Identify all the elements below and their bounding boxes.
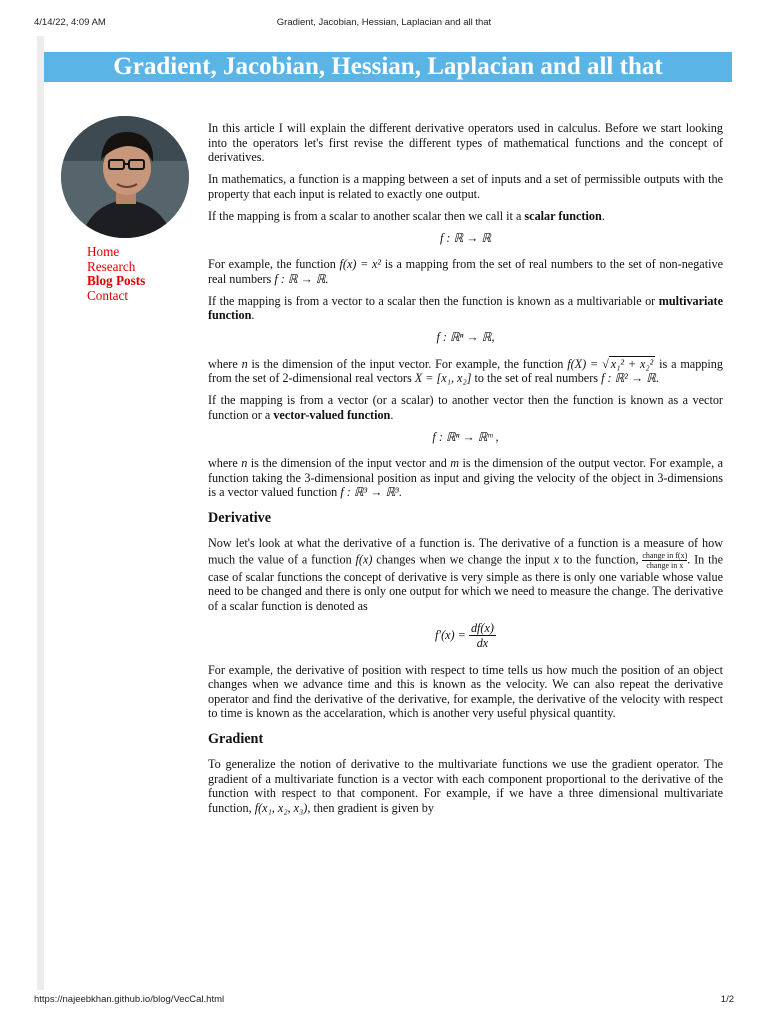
site-nav: [87, 245, 145, 304]
nav-blog-posts-link[interactable]: Blog Posts: [87, 273, 146, 289]
paragraph-intro: In this article I will explain the different derivative operators used in calculus. Before we start looking into the operators let's first revise the different types of mathematical functions and the concept of derivatives.: [208, 121, 723, 164]
fraction-change: $\frac{\text{change in f(x)}}{\text{change in x}}$: [642, 550, 688, 570]
print-title: Gradient, Jacobian, Hessian, Laplacian and all that: [276, 17, 492, 28]
print-datetime: 4/14/22, 4:09 AM: [34, 17, 106, 28]
print-header: [34, 17, 734, 31]
paragraph-gradient: To generalize the notion of derivative to the multivariate functions we use the gradient operator. The gradient of a multivariate function is a vector with each component proportional to the derivative of the function with respect to that component. For example, if we have a three dimensional multivariate function, f(x₁, x₂, x₃), then gradient is given by: [208, 757, 723, 815]
paragraph-scalar-example: For example, the function f(x) = x² is a mapping from the set of real numbers to the set of non-negative real numbers f : ℝ → ℝ.: [208, 257, 723, 286]
paragraph-multivariate-example: where n is the dimension of the input vector. For example, the function f(X) = √ x₁² + x₂² is a mapping from the set of 2-dimensional real vectors X = [x₁, x₂] to the set of real numbers f : ℝ² → ℝ.: [208, 356, 723, 385]
equation-multivariate-function: f : ℝⁿ → ℝ,: [436, 330, 495, 344]
paragraph-multivariate: If the mapping is from a vector to a scalar then the function is known as a multivariable or multivariate function.: [208, 293, 723, 322]
nav-home-link[interactable]: Home: [87, 244, 120, 259]
paragraph-derivative-example: For example, the derivative of position with respect to time tells us how much the position of an object changes when we advance time and this is known as the velocity. We can also repeat the derivative operator and find the derivative of the derivative, for example, the derivative of the velocity with respect to time is known as the accelaration, which is another very useful physical quantity.: [208, 662, 723, 720]
heading-derivative: Derivative: [208, 509, 272, 526]
equation-vector-function: f : ℝⁿ → ℝᵐ ,: [432, 429, 499, 444]
avatar-photo: [61, 116, 189, 238]
avatar: [61, 116, 189, 238]
page-title: Gradient, Jacobian, Hessian, Laplacian and all that: [44, 52, 732, 82]
paragraph-function-def: In mathematics, a function is a mapping between a set of inputs and a set of permissible outputs with the property that each input is related to exactly one output.: [208, 172, 723, 201]
heading-gradient: Gradient: [208, 730, 264, 747]
paragraph-vector-valued: If the mapping is from a vector (or a scalar) to another vector then the function is known as a vector function or a vector-valued function.: [208, 393, 723, 422]
nav-research-link[interactable]: Research: [87, 258, 136, 274]
paragraph-vector-example: where n is the dimension of the input vector and m is the dimension of the output vector. For example, a function taking the 3-dimensional position as input and giving the velocity of the object in 3-dimensions is a vector valued function f : ℝ³ → ℝ³.: [208, 456, 723, 499]
equation-derivative: f′(x) = $\frac{df(x)}{dx}$: [435, 620, 494, 650]
print-url: https://najeebkhan.github.io/blog/VecCal.html: [34, 994, 225, 1005]
paragraph-derivative: Now let's look at what the derivative of a function is. The derivative of a function is a measure of how much the value of a function f(x) changes when we change the input x to the function, $\frac{\text{change in f(x)}}{\text{change in x}}$ . In the case of scalar functions the concept of derivative is very simple as there is only one variable whose value need to be changed and there is only one output for which we need to measure the change. The derivative of a scalar function is denoted as: [208, 536, 723, 613]
print-page-number: 1/2: [720, 994, 734, 1005]
nav-contact-link[interactable]: Contact: [87, 288, 129, 304]
article-content: [208, 121, 723, 823]
print-footer: [34, 994, 734, 1008]
paragraph-scalar: If the mapping is from a scalar to another scalar then we call it a scalar function.: [208, 208, 605, 223]
equation-scalar-function: f : ℝ → ℝ: [439, 230, 492, 245]
